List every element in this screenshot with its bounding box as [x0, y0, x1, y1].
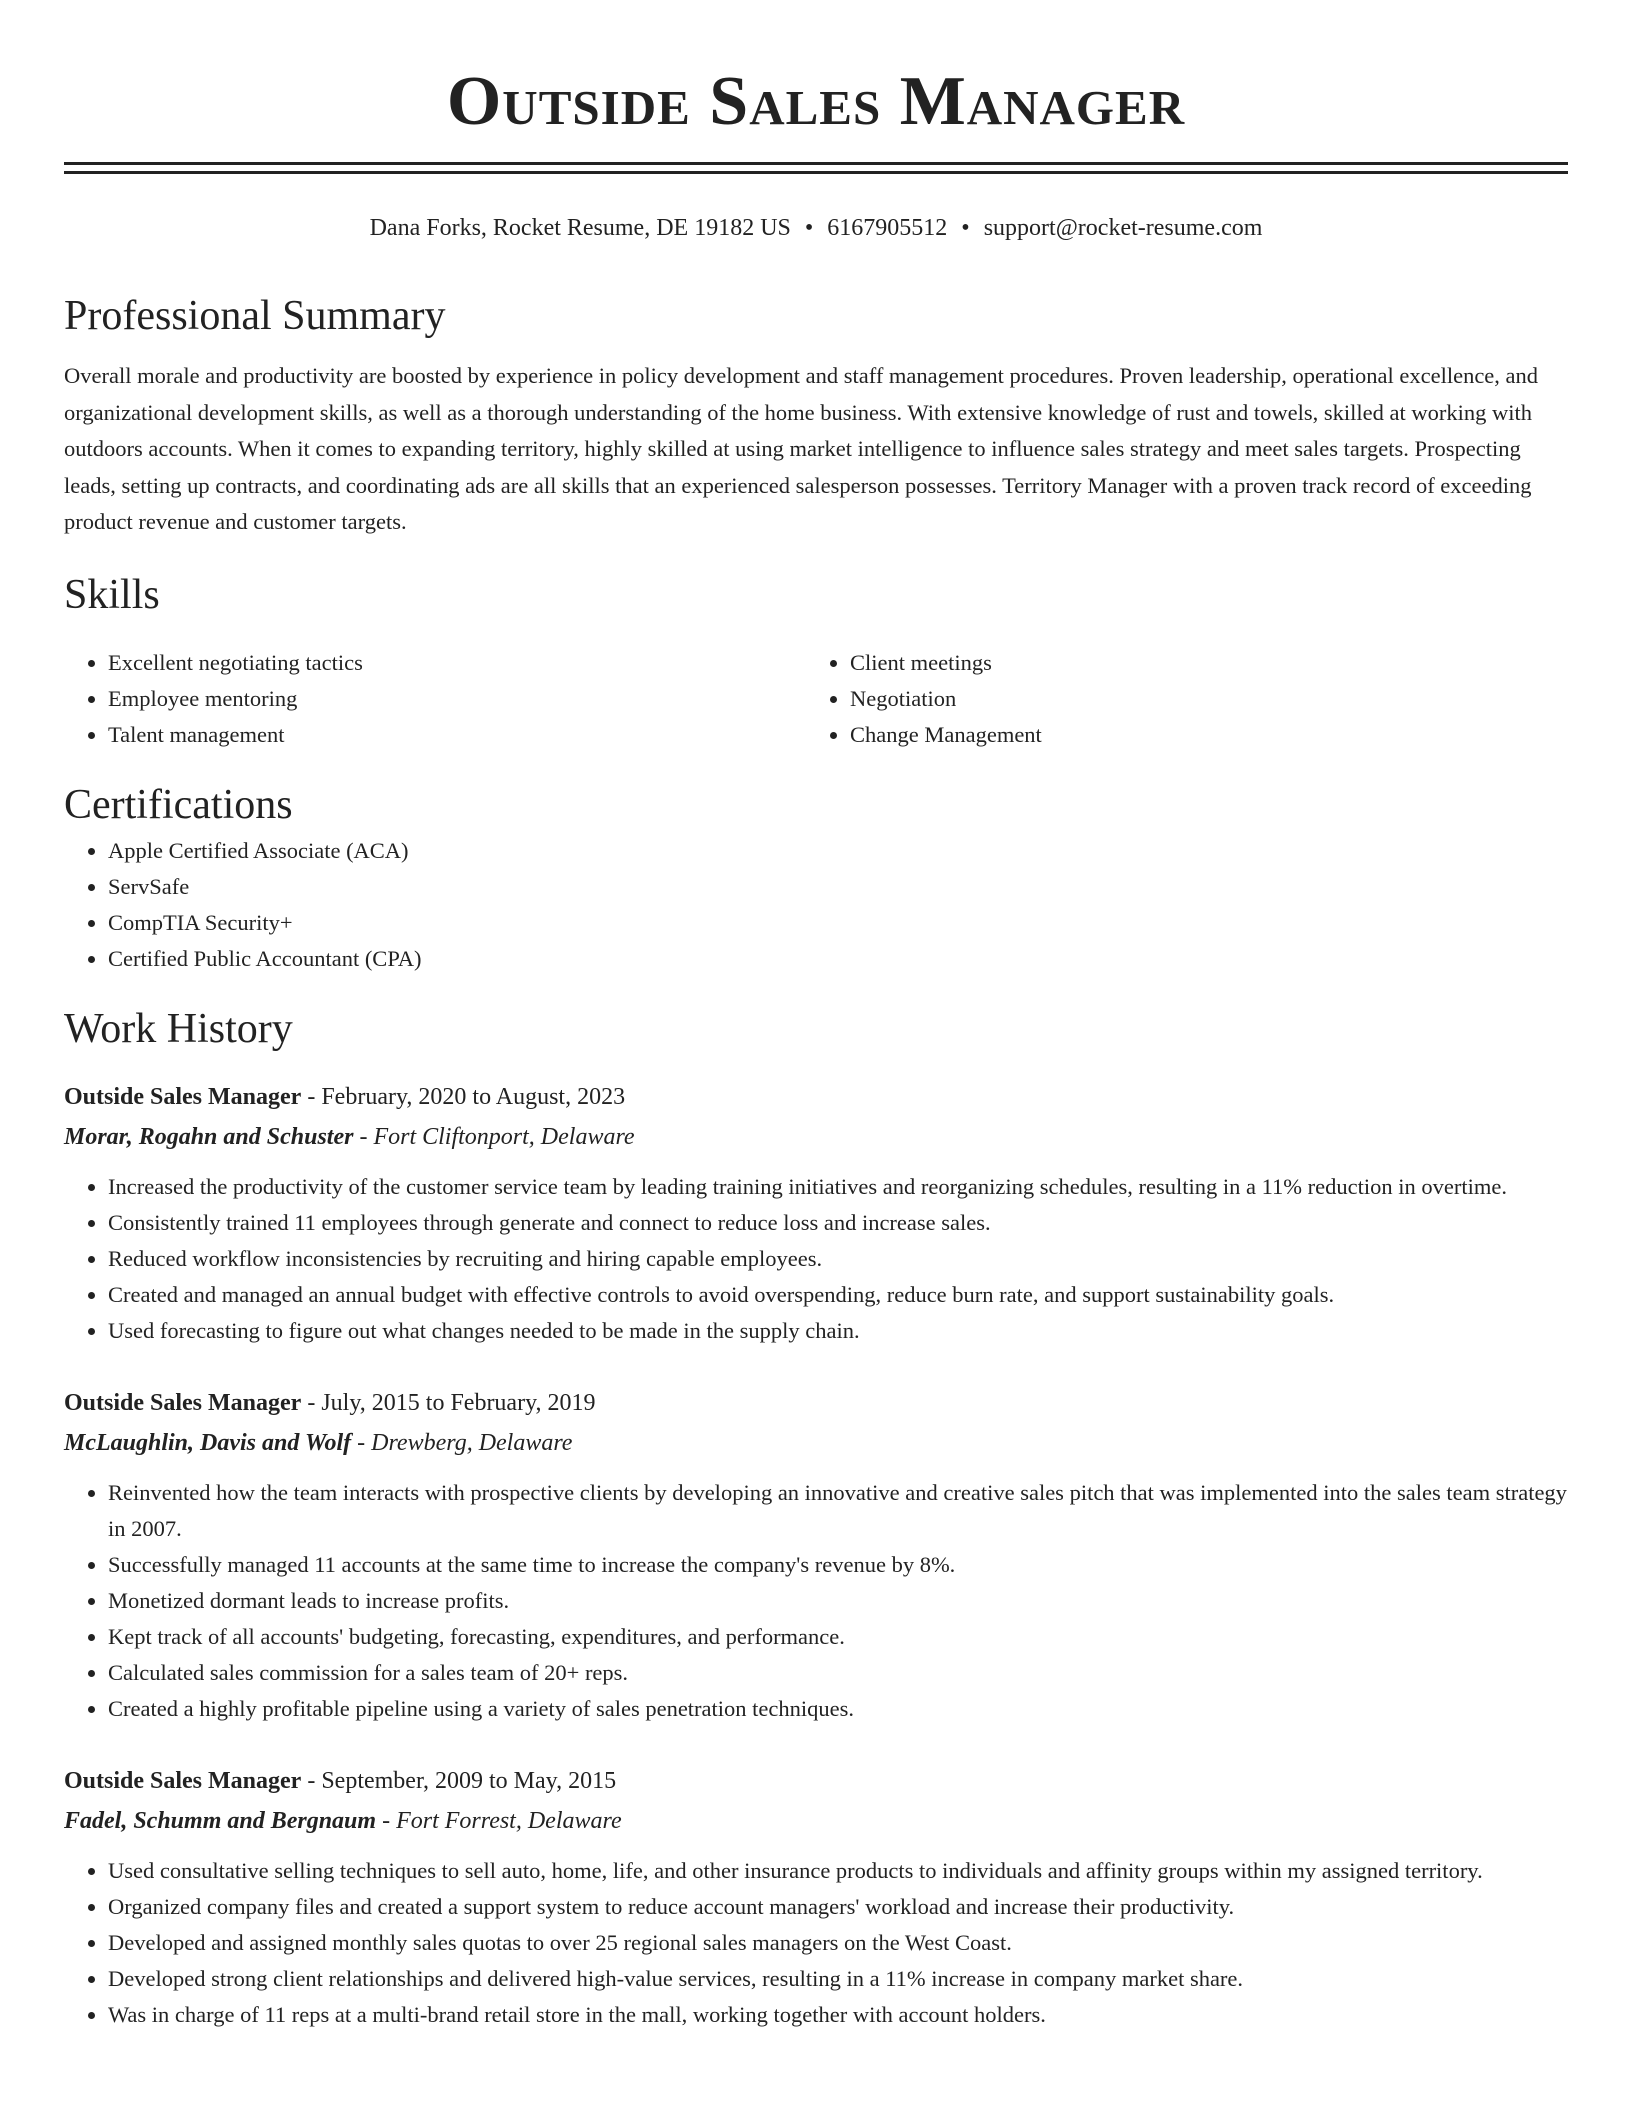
job-duty: • Developed and assigned monthly sales quotas to over 25 regional sales managers on the West Coast. [108, 1925, 1568, 1961]
job-duty: • Reinvented how the team interacts with prospective clients by developing an innovative and creative sales pitch that was implemented into the sales team strategy in 2007. [108, 1475, 1568, 1547]
job-duties [64, 1853, 1568, 2033]
job-role: Outside Sales Manager [64, 1083, 302, 1110]
job-dates: - February, 2020 to August, 2023 [307, 1083, 626, 1110]
job-duty: • Was in charge of 11 reps at a multi-brand retail store in the mall, working together with account holders. [108, 1997, 1568, 2033]
contact-email: support@rocket-resume.com [983, 215, 1263, 241]
certifications-heading: Certifications [64, 781, 293, 828]
title-divider-top [64, 162, 1568, 165]
job-entry [64, 1077, 1568, 1349]
job-dates: - July, 2015 to February, 2019 [307, 1389, 596, 1416]
skills-heading: Skills [64, 571, 160, 618]
job-duty: • Monetized dormant leads to increase profits. [108, 1583, 1568, 1619]
contact-line [64, 210, 1568, 246]
certification-item: • Apple Certified Associate (ACA) [108, 833, 1568, 869]
contact-address: Dana Forks, Rocket Resume, DE 19182 US [369, 215, 791, 241]
job-location: - Fort Forrest, Delaware [382, 1807, 622, 1834]
certification-item: • CompTIA Security+ [108, 905, 1568, 941]
certification-item: • Certified Public Accountant (CPA) [108, 941, 1568, 977]
job-duties [64, 1475, 1568, 1727]
job-duty: • Organized company files and created a support system to reduce account managers' workload and increase their productivity. [108, 1889, 1568, 1925]
job-company: Morar, Rogahn and Schuster [64, 1123, 354, 1150]
job-duty: • Reduced workflow inconsistencies by recruiting and hiring capable employees. [108, 1241, 1568, 1277]
job-location: - Fort Cliftonport, Delaware [359, 1123, 635, 1150]
job-company-line [64, 1423, 1568, 1463]
job-duty: • Used forecasting to figure out what changes needed to be made in the supply chain. [108, 1313, 1568, 1349]
skills-column-left [64, 645, 806, 753]
work-history-heading: Work History [64, 1005, 293, 1052]
job-role: Outside Sales Manager [64, 1767, 302, 1794]
job-company: McLaughlin, Davis and Wolf [64, 1429, 352, 1456]
job-header [64, 1761, 1568, 1801]
summary-heading: Professional Summary [64, 293, 446, 339]
job-dates: - September, 2009 to May, 2015 [307, 1767, 617, 1794]
contact-separator: • [961, 215, 970, 241]
job-duty: • Developed strong client relationships and delivered high-value services, resulting in a 11% increase in company market share. [108, 1961, 1568, 1997]
job-duty: • Created a highly profitable pipeline using a variety of sales penetration techniques. [108, 1691, 1568, 1727]
job-duty: • Successfully managed 11 accounts at the same time to increase the company's revenue by 8%. [108, 1547, 1568, 1583]
job-entry [64, 1383, 1568, 1727]
certifications-list [64, 833, 1568, 977]
job-duty: • Kept track of all accounts' budgeting, forecasting, expenditures, and performance. [108, 1619, 1568, 1655]
job-company: Fadel, Schumm and Bergnaum [64, 1807, 377, 1834]
job-company-line [64, 1117, 1568, 1157]
job-header [64, 1383, 1568, 1423]
skill-item: • Change Management [850, 717, 1568, 753]
summary-text: Overall morale and productivity are boosted by experience in policy development and staff management procedures. Proven leadership, operational excellence, and organizational development skills, as well as a thorough understanding of the home business. With extensive knowledge of rust and towels, skilled at working with outdoors accounts. When it comes to expanding territory, highly skilled at using market intelligence to influence sales strategy and meet sales targets. Prospecting leads, setting up contracts, and coordinating ads are all skills that an experienced salesperson possesses. Territory Manager with a proven track record of exceeding product revenue and customer targets. [64, 363, 1539, 534]
contact-phone: 6167905512 [827, 215, 948, 241]
job-header [64, 1077, 1568, 1117]
job-duty: • Created and managed an annual budget with effective controls to avoid overspending, reduce burn rate, and support sustainability goals. [108, 1277, 1568, 1313]
certification-item: • ServSafe [108, 869, 1568, 905]
job-entry [64, 1761, 1568, 2033]
job-duty: • Consistently trained 11 employees through generate and connect to reduce loss and increase sales. [108, 1205, 1568, 1241]
page-title: Outside Sales Manager [446, 63, 1186, 140]
skill-item: • Talent management [108, 717, 806, 753]
job-location: - Drewberg, Delaware [357, 1429, 573, 1456]
job-duty: • Calculated sales commission for a sales team of 20+ reps. [108, 1655, 1568, 1691]
job-duty: • Increased the productivity of the customer service team by leading training initiatives and reorganizing schedules, resulting in a 11% reduction in overtime. [108, 1169, 1568, 1205]
skills-list [64, 645, 1568, 753]
job-duty: • Used consultative selling techniques to sell auto, home, life, and other insurance products to individuals and affinity groups within my assigned territory. [108, 1853, 1568, 1889]
job-duties [64, 1169, 1568, 1349]
job-role: Outside Sales Manager [64, 1389, 302, 1416]
title-divider-bottom [64, 171, 1568, 174]
skill-item: • Client meetings [850, 645, 1568, 681]
skill-item: • Negotiation [850, 681, 1568, 717]
skill-item: • Employee mentoring [108, 681, 806, 717]
job-company-line [64, 1801, 1568, 1841]
contact-separator: • [804, 215, 814, 241]
skills-column-right [806, 645, 1568, 753]
skill-item: • Excellent negotiating tactics [108, 645, 806, 681]
